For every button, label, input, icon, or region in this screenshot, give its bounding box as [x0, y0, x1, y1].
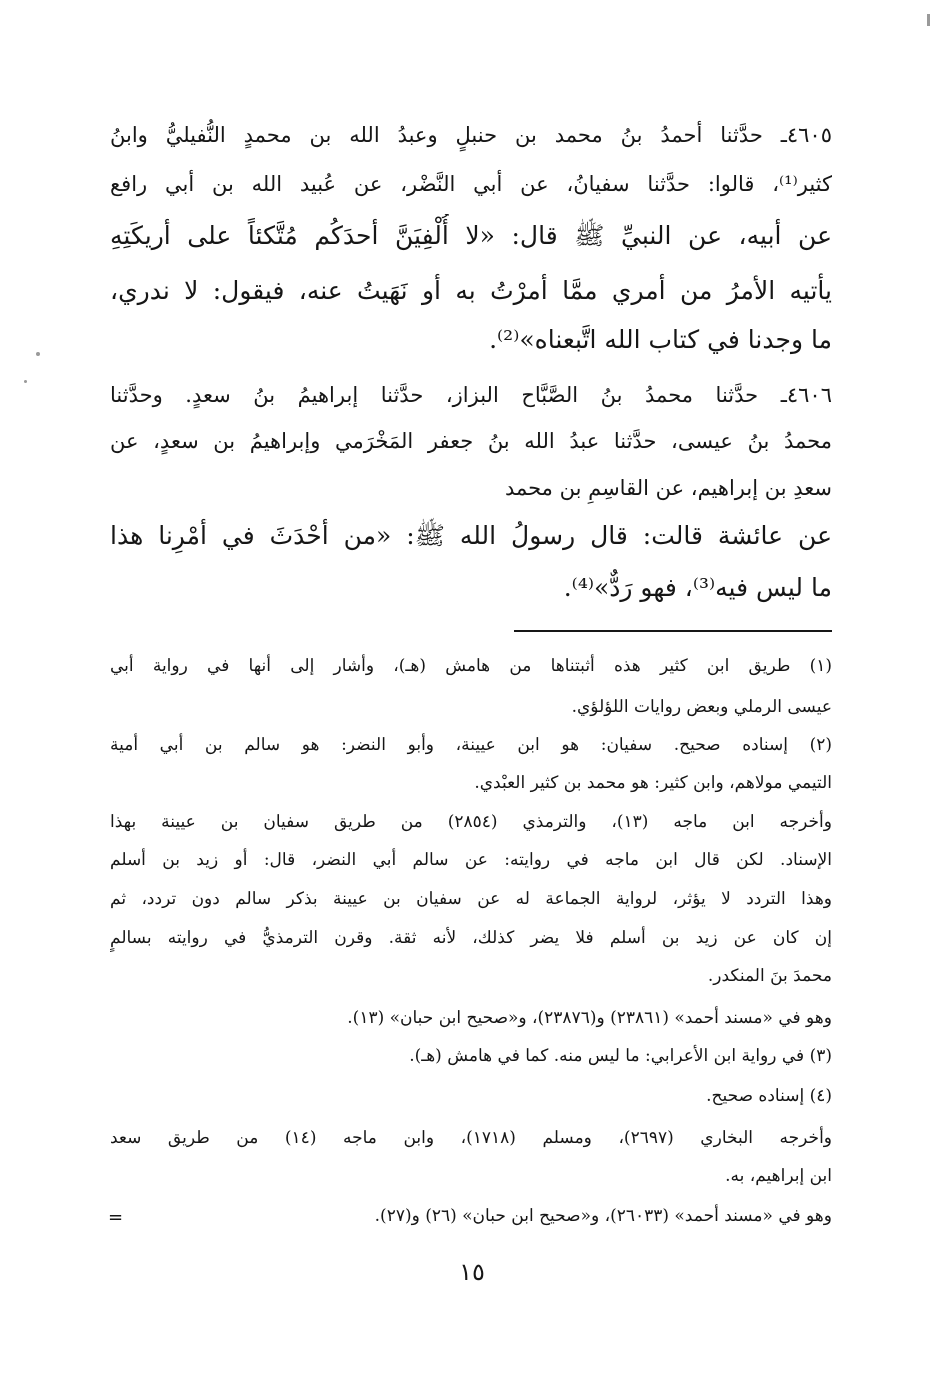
footnote-4-line-2: وأخرجه البخاري (٢٦٩٧)، ومسلم (١٧١٨)، وابن ماجه (١٤) من طريق سعد — [110, 1128, 832, 1148]
footnote-1-line-1: (١) طريق ابن كثير هذه أثبتناها من هامش (هـ)، وأشار إلى أنها في رواية أبي — [110, 656, 832, 676]
footnote-2-line-8: وهو في «مسند أحمد» (٢٣٨٦١) و(٢٣٨٧٦)، و«صحيح ابن حبان» (١٣). — [347, 1008, 832, 1028]
hadith-4606-isnad-line-1: ٤٦٠٦ـ حدَّثنا محمدُ بنُ الصَّبَّاح البزاز، حدَّثنا إبراهيمُ بنُ سعدٍ. وحدَّثنا — [110, 383, 832, 407]
footnote-2-line-4: الإسناد. لكن قال ابن ماجه في روايته: عن سالم أبي النضر، قال: أو زيد بن أسلم — [110, 850, 832, 870]
footnote-1-line-2: عيسى الرملي وبعض روايات اللؤلؤي. — [571, 697, 832, 717]
scan-speck — [36, 352, 40, 356]
hadith-4605-isnad-line-1: ٤٦٠٥ـ حدَّثنا أحمدُ بنُ محمد بن حنبلٍ وعبدُ الله بن محمدٍ النُّفيليُّ وابنُ — [110, 123, 832, 147]
hadith-4605-matn-line-1: عن أبيه، عن النبيِّ ﷺ قال: «لا أُلْفِيَنَّ أحدَكُم مُتَّكئاً على أريكَتِهِ — [110, 221, 832, 250]
hadith-4606-isnad-line-3: سعدِ بن إبراهيم، عن القاسِمِ بن محمد — [504, 476, 832, 500]
hadith-4606-matn-line-2: ما ليس فيه⁽³⁾، فهو رَدٌّ»⁽⁴⁾. — [563, 573, 832, 602]
hadith-4606-matn-line-1: عن عائشة قالت: قال رسولُ الله ﷺ: «من أحْدَثَ في أمْرِنا هذا — [110, 521, 832, 550]
footnote-4-line-1: (٤) إسناده صحيح. — [706, 1086, 832, 1106]
hadith-4605-isnad-line-2: كثير⁽¹⁾، قالوا: حدَّثنا سفيانُ، عن أبي النَّضْر، عن عُبيد الله بن أبي رافع — [110, 172, 832, 196]
footnote-4-line-4: وهو في «مسند أحمد» (٢٦٠٣٣)، و«صحيح ابن حبان» (٢٦) و(٢٧). — [374, 1206, 832, 1226]
scan-speck — [927, 14, 930, 26]
scan-speck — [24, 380, 27, 383]
footnote-separator-rule — [514, 630, 832, 632]
footnote-2-line-5: وهذا التردد لا يؤثر، لرواية الجماعة له عن سفيان بن عيينة بذكر سالم دون تردد، ثم — [110, 889, 832, 909]
footnote-2-line-7: محمدَ بنَ المنكدر. — [707, 966, 832, 986]
footnote-2-line-2: التيمي مولاهم، وابن كثير: هو محمد بن كثير العبْدي. — [474, 773, 832, 793]
footnote-2-line-6: إن كان عن زيد بن أسلم فلا يضر كذلك، لأنه ثقة. وقرن الترمذيُّ في روايته بسالمٍ — [110, 928, 832, 948]
hadith-4606-isnad-line-2: محمدُ بنُ عيسى، حدَّثنا عبدُ الله بنُ جعفر المَخْرَمي وإبراهيمُ بن سعدٍ، عن — [110, 429, 832, 453]
continuation-mark: = — [108, 1207, 124, 1228]
footnote-2-line-1: (٢) إسناده صحيح. سفيان: هو ابن عيينة، وأبو النضر: هو سالم بن أبي أمية — [110, 735, 832, 755]
footnote-2-line-3: وأخرجه ابن ماجه (١٣)، والترمذي (٢٨٥٤) من طريق سفيان بن عيينة بهذا — [110, 812, 832, 832]
hadith-4605-matn-line-3: ما وجدنا في كتاب الله اتَّبعناه»⁽²⁾. — [489, 325, 832, 354]
page-number: ١٥ — [459, 1258, 485, 1286]
footnote-3: (٣) في رواية ابن الأعرابي: ما ليس منه. كما في هامش (هـ). — [409, 1046, 832, 1066]
footnote-4-line-3: ابن إبراهيم، به. — [725, 1166, 832, 1186]
hadith-4605-matn-line-2: يأتيه الأمرُ من أمري ممَّا أمرْتُ به أو نَهَيتُ عنه، فيقول: لا ندري، — [110, 276, 832, 305]
